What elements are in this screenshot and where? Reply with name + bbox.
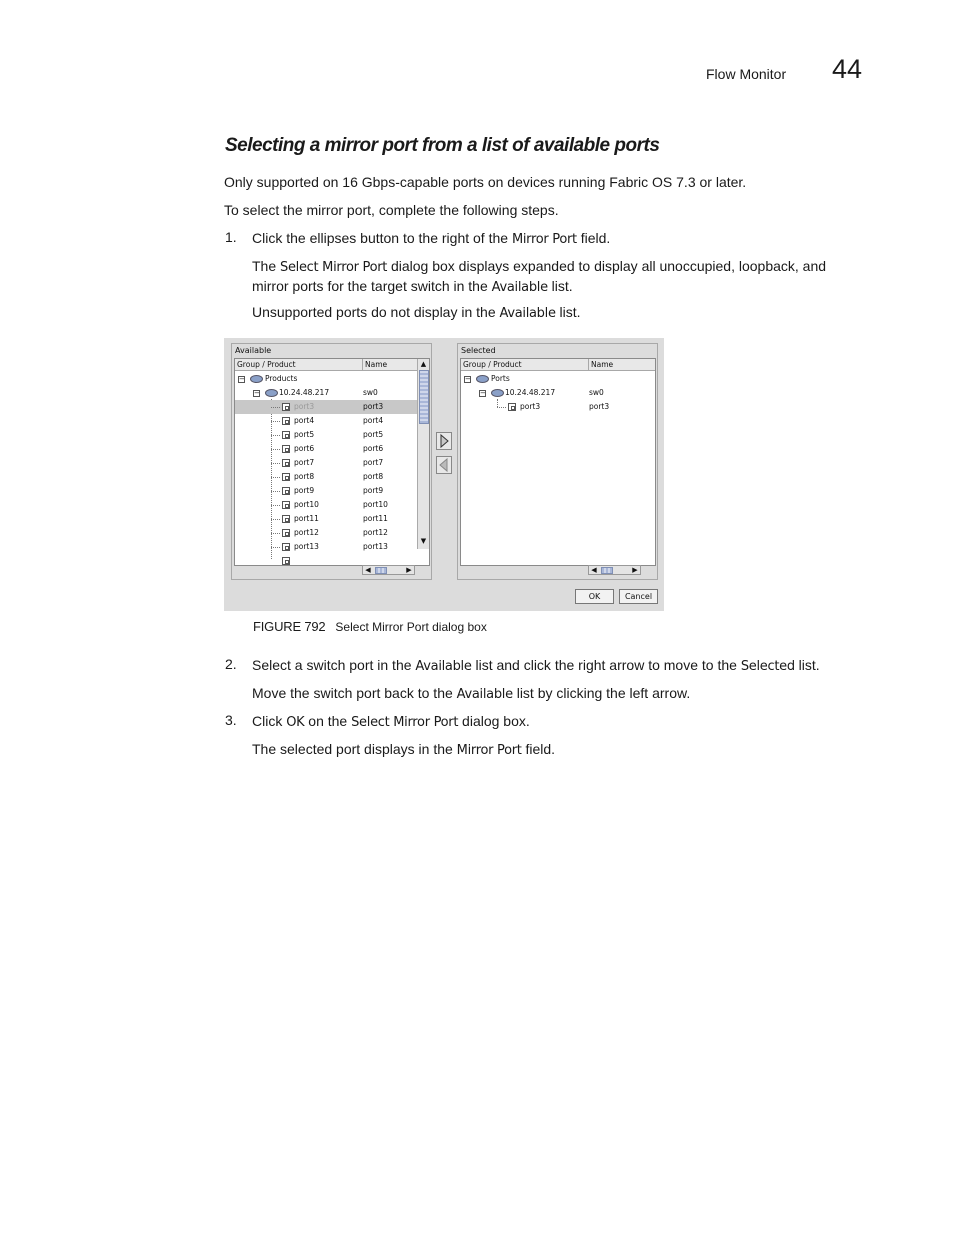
- tree-label: 10.24.48.217: [279, 388, 330, 397]
- step-2-text: [252, 656, 820, 676]
- step-2-mid: list and click the right arrow to move to the: [471, 657, 741, 673]
- port-icon: [282, 417, 290, 425]
- switch-icon: [265, 389, 278, 397]
- tree-row-switch[interactable]: [235, 386, 417, 400]
- port-icon: [282, 459, 290, 467]
- port-row-port12[interactable]: [235, 526, 417, 540]
- step-2-post: list.: [794, 657, 820, 673]
- tree-label: port9: [294, 486, 315, 495]
- name-cell: port5: [363, 430, 384, 439]
- tree-row-switch[interactable]: [461, 386, 655, 400]
- port-icon: [282, 557, 290, 565]
- selected-group: [457, 343, 658, 580]
- ok-button[interactable]: OK: [575, 589, 614, 604]
- ports-folder-icon: [476, 375, 489, 383]
- collapse-toggle-icon[interactable]: −: [465, 375, 471, 383]
- tree-connector: [271, 491, 280, 492]
- step-3-p2-pre: The selected port displays in the: [252, 741, 457, 757]
- tree-label: port7: [294, 458, 315, 467]
- name-cell: port11: [363, 514, 388, 523]
- scroll-up-icon[interactable]: ▲: [420, 360, 427, 368]
- name-cell: port4: [363, 416, 384, 425]
- port-row-port13[interactable]: [235, 540, 417, 554]
- available-group: [231, 343, 432, 580]
- name-cell: port12: [363, 528, 388, 537]
- tree-label: port8: [294, 472, 315, 481]
- scroll-left-icon[interactable]: ◀: [365, 566, 371, 574]
- tree-connector: [271, 505, 280, 506]
- step-1-p3-post: list.: [555, 304, 581, 320]
- name-cell: port10: [363, 500, 388, 509]
- tree-connector: [271, 463, 280, 464]
- name-cell: port9: [363, 486, 384, 495]
- port-row-port9[interactable]: [235, 484, 417, 498]
- step-2-p2-pre: Move the switch port back to the: [252, 685, 457, 701]
- port-row-port11[interactable]: [235, 512, 417, 526]
- available-term: Available: [415, 659, 472, 674]
- tree-label: port3: [520, 402, 541, 411]
- name-cell: port3: [363, 402, 384, 411]
- tree-label: port3: [294, 402, 315, 411]
- available-table[interactable]: [234, 358, 430, 566]
- port-icon: [282, 529, 290, 537]
- switch-icon: [491, 389, 504, 397]
- step-1-p2-pre: The: [252, 258, 281, 274]
- port-icon: [282, 543, 290, 551]
- selected-group-title: Selected: [461, 346, 496, 355]
- tree-label: Products: [265, 374, 298, 383]
- select-mirror-port-term: Select Mirror Port: [280, 260, 388, 275]
- column-header-name[interactable]: Name: [363, 359, 417, 371]
- port-row-port3[interactable]: [235, 400, 417, 414]
- collapse-toggle-icon[interactable]: −: [480, 389, 486, 397]
- port-icon: [282, 473, 290, 481]
- step-1-text: [252, 229, 610, 249]
- left-arrow-icon: [437, 457, 451, 473]
- name-cell: sw0: [589, 388, 604, 397]
- right-arrow-icon: [437, 433, 451, 449]
- tree-label: port12: [294, 528, 319, 537]
- tree-connector: [271, 407, 280, 408]
- tree-label: port5: [294, 430, 315, 439]
- tree-label: 10.24.48.217: [505, 388, 556, 397]
- column-header-group-product[interactable]: Group / Product: [235, 359, 363, 371]
- port-row-port5[interactable]: [235, 428, 417, 442]
- selected-horizontal-scrollbar[interactable]: [588, 565, 641, 575]
- mirror-port-term: Mirror Port: [456, 743, 522, 758]
- intro-paragraph-2: To select the mirror port, complete the following steps.: [224, 202, 559, 218]
- port-icon: [282, 403, 290, 411]
- ok-term: OK: [286, 715, 305, 730]
- name-cell: port7: [363, 458, 384, 467]
- tree-label: port4: [294, 416, 315, 425]
- mirror-port-term: Mirror Port: [511, 232, 577, 247]
- chapter-number: 44: [832, 54, 863, 84]
- port-row-port7[interactable]: [235, 456, 417, 470]
- port-icon: [282, 501, 290, 509]
- port-row-port10[interactable]: [235, 498, 417, 512]
- step-1-paragraph-3: [252, 303, 581, 323]
- figure-label: FIGURE 792: [253, 619, 326, 634]
- available-group-title: Available: [235, 346, 272, 355]
- step-2-pre: Select a switch port in the: [252, 657, 416, 673]
- tree-row-ports[interactable]: [461, 372, 655, 386]
- step-3-pre: Click: [252, 713, 287, 729]
- step-1-text-pre: Click the ellipses button to the right of the: [252, 230, 512, 246]
- tree-connector: [271, 421, 280, 422]
- step-3-paragraph-2: [252, 740, 555, 760]
- tree-connector: [271, 449, 280, 450]
- tree-connector: [271, 533, 280, 534]
- available-term: Available: [456, 687, 513, 702]
- column-header-group-product[interactable]: Group / Product: [461, 359, 589, 371]
- products-folder-icon: [250, 375, 263, 383]
- tree-connector: [271, 547, 280, 548]
- figure-caption: [253, 619, 487, 634]
- collapse-toggle-icon[interactable]: −: [254, 389, 260, 397]
- step-1-paragraph-2: [252, 257, 872, 297]
- port-row-port6[interactable]: [235, 442, 417, 456]
- tree-label: Ports: [491, 374, 510, 383]
- step-3-mid: on the: [304, 713, 352, 729]
- tree-row-products[interactable]: [235, 372, 417, 386]
- header-section-title: Flow Monitor: [706, 66, 787, 82]
- collapse-toggle-icon[interactable]: −: [239, 375, 245, 383]
- step-3-number: 3.: [225, 712, 237, 728]
- step-2-paragraph-2: [252, 684, 690, 704]
- step-1-p2-post: list.: [547, 278, 573, 294]
- port-icon: [282, 487, 290, 495]
- selected-table[interactable]: [460, 358, 656, 566]
- name-cell: port3: [589, 402, 610, 411]
- selected-term: Selected: [740, 659, 795, 674]
- port-icon: [282, 431, 290, 439]
- section-title: Selecting a mirror port from a list of available ports: [225, 135, 660, 156]
- scroll-thumb[interactable]: [601, 567, 613, 574]
- tree-connector: [271, 519, 280, 520]
- step-2-number: 2.: [225, 656, 237, 672]
- name-cell: port6: [363, 444, 384, 453]
- tree-connector: [271, 435, 280, 436]
- tree-label: port10: [294, 500, 319, 509]
- scroll-down-icon[interactable]: ▼: [420, 537, 427, 545]
- name-cell: sw0: [363, 388, 378, 397]
- available-vertical-scrollbar[interactable]: [417, 359, 429, 549]
- name-cell: port8: [363, 472, 384, 481]
- port-row-port4[interactable]: [235, 414, 417, 428]
- port-icon: [282, 515, 290, 523]
- intro-paragraph-1: Only supported on 16 Gbps-capable ports on devices running Fabric OS 7.3 or later.: [224, 174, 747, 190]
- port-row-port8[interactable]: [235, 470, 417, 484]
- scroll-right-icon[interactable]: ▶: [406, 566, 412, 574]
- step-1-p3-pre: Unsupported ports do not display in the: [252, 304, 500, 320]
- move-right-button[interactable]: [436, 432, 452, 450]
- port-icon: [282, 445, 290, 453]
- step-1-text-post: field.: [576, 230, 611, 246]
- figure-caption-text: Select Mirror Port dialog box: [335, 620, 487, 634]
- column-header-name[interactable]: Name: [589, 359, 655, 371]
- scroll-right-icon[interactable]: ▶: [632, 566, 638, 574]
- available-horizontal-scrollbar[interactable]: [362, 565, 415, 575]
- tree-label: port6: [294, 444, 315, 453]
- cancel-button[interactable]: Cancel: [619, 589, 658, 604]
- port-row-port3[interactable]: [461, 400, 655, 414]
- step-1-p2-line2: mirror ports for the target switch in the: [252, 278, 492, 294]
- step-1-p2-mid: dialog box displays expanded to display all unoccupied, loopback, and: [387, 258, 827, 274]
- name-cell: port13: [363, 542, 388, 551]
- port-icon: [508, 403, 516, 411]
- tree-label: port11: [294, 514, 319, 523]
- step-2-p2-post: list by clicking the left arrow.: [512, 685, 691, 701]
- tree-connector: [497, 407, 506, 408]
- scroll-left-icon[interactable]: ◀: [591, 566, 597, 574]
- step-3-text: [252, 712, 530, 732]
- select-mirror-port-term: Select Mirror Port: [351, 715, 459, 730]
- available-term: Available: [499, 306, 556, 321]
- step-3-post: dialog box.: [458, 713, 530, 729]
- step-3-p2-post: field.: [521, 741, 556, 757]
- step-1-number: 1.: [225, 229, 237, 245]
- move-left-button[interactable]: [436, 456, 452, 474]
- tree-label: port13: [294, 542, 319, 551]
- tree-connector: [271, 477, 280, 478]
- scroll-thumb[interactable]: [419, 370, 429, 424]
- scroll-thumb[interactable]: [375, 567, 387, 574]
- available-term: Available: [491, 280, 548, 295]
- select-mirror-port-dialog: [224, 338, 664, 611]
